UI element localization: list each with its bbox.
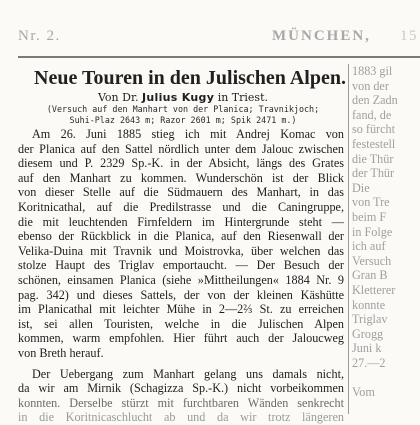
side-line: Gran B [352,268,388,283]
side-line [352,370,420,385]
text-line: pag. 342) und dieses Sattels, der von der kleinen Käshütte [18,287,344,302]
side-line: von Tre [352,195,390,210]
date-fragment: 15 [400,28,418,44]
article-body [18,127,344,425]
text-line: konnten. Derselbe stürzt mit furchtbaren Wänden senkrecht [18,395,344,410]
side-line: fand, de [352,107,392,122]
side-line: von der [352,78,389,93]
adjacent-column-fragment [352,64,420,400]
text-line: kommen, warm empfohlen. Hier führt auch der Jaloucweg [18,331,344,346]
issue-number: Nr. 2. [18,28,61,44]
text-line: schönen, einsamen Planica (siehe »Mittheilungen« 1884 Nr. 9 [18,272,344,287]
side-line: der Thür [352,166,395,181]
column-divider [348,64,349,414]
article-summary [20,104,346,126]
side-line: Grogg [352,326,384,341]
side-line: Juni k [352,341,382,356]
text-line: Am 26. Juni 1885 stieg ich mit Andrej Komac von [32,127,344,141]
article-author [98,91,348,105]
side-line: Vom [352,385,375,400]
side-line: festestell [352,136,396,151]
side-line: Triglav [352,312,388,327]
side-line: konnte [352,297,386,312]
text-line: stolze Haupt des Triglav emportaucht. — Der Besuch der [18,258,344,273]
city-name: MÜNCHEN, [272,28,371,44]
side-line: den Zadn [352,93,398,108]
article-title: Neue Touren in den Julischen Alpen. [34,67,346,89]
side-line: beim F [352,209,387,224]
text-line: in die Koritnicaschlucht ab und da wir trotz längeren [18,410,344,425]
summary-line: Suhi-Plaz 2643 m; Razor 2601 m; Spik 2471 m.) [69,115,297,125]
side-line: 27.—2 [352,355,386,370]
side-line: so fürcht [352,122,395,137]
side-line: Versuch [352,253,392,268]
text-line: da wir am Mirnik (Schagizza Sp.-K.) nicht vorbeikommen [18,381,344,396]
text-line: ist, sei allen Touristen, welche in die Julischen Alpen [18,316,344,331]
summary-line: (Versuch auf den Manhart von der Planica; Travnikjoch; [46,104,320,114]
author-prefix: Von Dr. [98,91,139,104]
author-suffix: in Triest. [217,91,268,104]
text-line: von dieser Stelle auf die Südmauern des Manhart, in das [18,185,344,200]
text-line: der Planica auf den Sattel nördlich unter dem Jalouc zwischen [18,141,344,156]
side-line: ich auf [352,239,386,254]
text-line: Koritnicathal, auf die Predilstrasse und die Caningruppe, [18,199,344,214]
text-line: Der Uebergang zum Manhart gelang uns damals nicht, [32,366,344,381]
side-line: Die [352,180,370,195]
side-line: die Thür [352,151,394,166]
text-line: ebenso der Rückblick in die Planica, auf den Riesenwall der [18,229,344,244]
side-line: in Folge [352,224,393,239]
text-line: von Breth herauf. [18,345,104,360]
page-header [18,28,418,50]
text-line: diesem und P. 2329 Sp.-K. in der Absicht, längs des Grates [18,156,344,171]
side-line: 1883 gil [352,64,393,78]
header-rule [18,56,420,58]
text-line: die mit leuchtenden Firnfeldern im Hintergrunde steht — [18,214,344,229]
text-line: auf den Manhart zu kommen. Wunderschön ist der Blick [18,170,344,185]
text-line: im Planicathal mit leichter Mühe in 2—2⅔ St. zu erreichen [18,302,344,317]
text-line: Velika-Duina mit Travnik und Moistrovka, über welchen das [18,243,344,258]
author-name: Julius Kugy [142,91,215,104]
side-line: Kletterer [352,282,396,297]
